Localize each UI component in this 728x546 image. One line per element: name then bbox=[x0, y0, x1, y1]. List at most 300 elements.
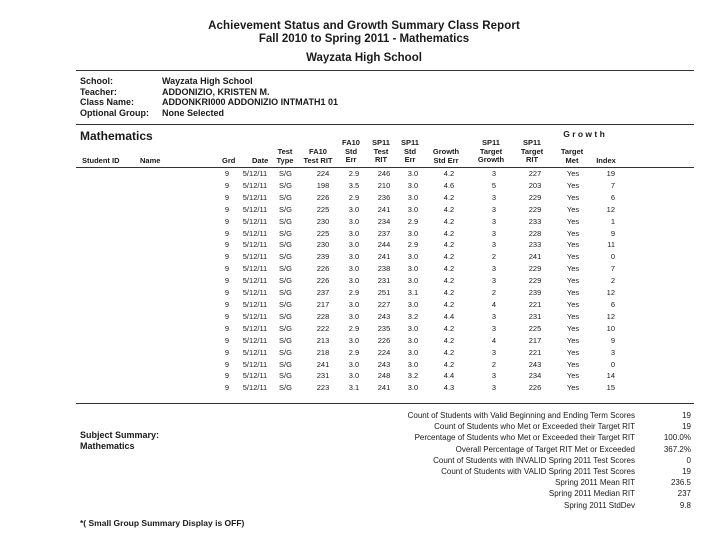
cell-target-growth: 4 bbox=[491, 299, 497, 309]
cell-target-rit: 229 bbox=[528, 276, 542, 286]
info-label: Class Name: bbox=[80, 97, 135, 107]
summary-stats bbox=[260, 410, 720, 511]
cell-test-type: S/G bbox=[279, 252, 292, 262]
cell-fa10-err: 3.0 bbox=[348, 264, 360, 274]
cell-target-met: Yes bbox=[566, 228, 580, 238]
summary-row bbox=[260, 466, 720, 477]
header-name: Name bbox=[140, 156, 161, 165]
summary-value: 367.2% bbox=[663, 444, 691, 454]
cell-target-growth: 3 bbox=[491, 228, 497, 238]
cell-target-growth: 3 bbox=[491, 204, 497, 214]
cell-sp11-err: 3.0 bbox=[407, 347, 419, 357]
cell-fa10-err: 3.0 bbox=[348, 299, 360, 309]
cell-fa10-rit: 226 bbox=[316, 192, 330, 202]
cell-sp11-err: 3.0 bbox=[407, 299, 419, 309]
cell-index: 12 bbox=[606, 288, 615, 298]
subject-title: Mathematics bbox=[80, 129, 153, 143]
cell-sp11-rit: 246 bbox=[377, 169, 391, 178]
cell-sp11-err: 3.0 bbox=[407, 359, 419, 369]
cell-sp11-rit: 227 bbox=[377, 299, 391, 309]
info-row-school bbox=[80, 76, 338, 87]
table-row bbox=[220, 311, 615, 323]
cell-target-rit: 203 bbox=[528, 180, 542, 190]
header-date: Date bbox=[252, 156, 269, 165]
table-row bbox=[220, 216, 615, 228]
cell-target-rit: 231 bbox=[528, 311, 542, 321]
subject-summary-subject: Mathematics bbox=[80, 441, 135, 451]
footer-note: *( Small Group Summary Display is OFF) bbox=[80, 518, 245, 528]
summary-label: Count of Students with INVALID Spring 2011 Test Scores bbox=[433, 455, 635, 465]
cell-target-rit: 229 bbox=[528, 192, 542, 202]
cell-fa10-err: 3.0 bbox=[348, 204, 360, 214]
cell-fa10-rit: 228 bbox=[316, 311, 330, 321]
cell-fa10-rit: 237 bbox=[316, 288, 330, 298]
header-fa10-rit: FA10 Test RIT bbox=[303, 147, 333, 165]
cell-target-met: Yes bbox=[566, 288, 580, 298]
cell-growth-err: 4.6 bbox=[443, 180, 455, 190]
cell-sp11-err: 3.2 bbox=[407, 311, 419, 321]
cell-test-type: S/G bbox=[279, 347, 292, 357]
cell-sp11-rit: 241 bbox=[377, 252, 391, 262]
table-row bbox=[220, 287, 615, 299]
cell-grd: 9 bbox=[224, 252, 230, 262]
info-label: Optional Group: bbox=[80, 107, 149, 118]
cell-sp11-rit: 238 bbox=[377, 264, 391, 274]
cell-index: 1 bbox=[610, 216, 615, 226]
cell-sp11-err: 3.0 bbox=[407, 180, 419, 190]
cell-target-rit: 241 bbox=[528, 252, 542, 262]
cell-target-growth: 3 bbox=[491, 276, 497, 286]
summary-value: 100.0% bbox=[663, 433, 691, 443]
cell-test-type: S/G bbox=[279, 335, 292, 345]
header-divider bbox=[76, 70, 694, 71]
cell-sp11-rit: 241 bbox=[377, 383, 391, 393]
cell-growth-err: 4.2 bbox=[443, 335, 455, 345]
cell-fa10-rit: 225 bbox=[316, 204, 330, 214]
summary-row bbox=[260, 421, 720, 432]
cell-sp11-rit: 243 bbox=[377, 311, 391, 321]
cell-date: 5/12/11 bbox=[242, 264, 268, 274]
summary-value: 237 bbox=[677, 489, 691, 499]
cell-fa10-err: 2.9 bbox=[348, 288, 360, 298]
cell-sp11-rit: 226 bbox=[377, 335, 391, 345]
summary-label: Overall Percentage of Target RIT Met or Exceeded bbox=[455, 444, 635, 454]
cell-target-met: Yes bbox=[566, 252, 580, 262]
cell-fa10-rit: 230 bbox=[316, 216, 330, 226]
cell-target-met: Yes bbox=[566, 240, 580, 250]
summary-label: Percentage of Students who Met or Exceeded their Target RIT bbox=[414, 433, 635, 443]
cell-sp11-err: 3.0 bbox=[407, 383, 419, 393]
cell-target-met: Yes bbox=[566, 204, 580, 214]
summary-value: 236.5 bbox=[670, 478, 691, 488]
header-grd: Grd bbox=[222, 156, 236, 165]
cell-index: 0 bbox=[610, 359, 615, 369]
summary-row bbox=[260, 432, 720, 443]
cell-growth-err: 4.2 bbox=[443, 323, 455, 333]
report-title: Achievement Status and Growth Summary Class Report bbox=[208, 20, 520, 32]
header-student-id: Student ID bbox=[82, 156, 120, 165]
report-title-block bbox=[0, 20, 728, 65]
cell-fa10-rit: 213 bbox=[316, 335, 330, 345]
cell-fa10-rit: 222 bbox=[316, 323, 330, 333]
subject-summary-heading: Subject Summary: bbox=[80, 430, 160, 440]
cell-sp11-err: 3.1 bbox=[407, 288, 419, 298]
cell-fa10-rit: 230 bbox=[316, 240, 330, 250]
summary-row bbox=[260, 444, 720, 455]
cell-target-met: Yes bbox=[566, 323, 580, 333]
info-label: School: bbox=[80, 76, 113, 86]
summary-label: Count of Students who Met or Exceeded their Target RIT bbox=[434, 422, 635, 432]
cell-sp11-err: 3.0 bbox=[407, 335, 419, 345]
cell-date: 5/12/11 bbox=[242, 383, 268, 393]
table-row bbox=[220, 323, 615, 335]
cell-date: 5/12/11 bbox=[242, 359, 268, 369]
cell-target-rit: 234 bbox=[528, 371, 542, 381]
cell-date: 5/12/11 bbox=[242, 204, 268, 214]
cell-index: 9 bbox=[610, 228, 615, 238]
cell-target-met: Yes bbox=[566, 216, 580, 226]
info-label: Teacher: bbox=[80, 86, 117, 97]
cell-index: 6 bbox=[610, 299, 615, 309]
cell-fa10-err: 3.0 bbox=[348, 252, 360, 262]
cell-target-rit: 229 bbox=[528, 204, 542, 214]
cell-test-type: S/G bbox=[279, 288, 292, 298]
cell-target-growth: 4 bbox=[491, 335, 497, 345]
table-row bbox=[220, 204, 615, 216]
summary-label: Spring 2011 Mean RIT bbox=[555, 478, 635, 488]
cell-sp11-err: 3.0 bbox=[407, 264, 419, 274]
cell-target-rit: 217 bbox=[528, 335, 542, 345]
cell-growth-err: 4.2 bbox=[443, 299, 455, 309]
cell-fa10-rit: 239 bbox=[316, 252, 330, 262]
cell-grd: 9 bbox=[224, 347, 230, 357]
cell-target-met: Yes bbox=[566, 311, 580, 321]
table-row bbox=[220, 275, 615, 287]
cell-target-rit: 229 bbox=[528, 264, 542, 274]
cell-test-type: S/G bbox=[279, 276, 292, 286]
cell-target-met: Yes bbox=[566, 192, 580, 202]
subject-summary-label bbox=[80, 430, 159, 452]
header-test-type: Test Type bbox=[276, 147, 294, 165]
cell-growth-err: 4.2 bbox=[443, 204, 455, 214]
cell-test-type: S/G bbox=[279, 192, 292, 202]
info-row-class-name bbox=[80, 97, 338, 108]
summary-label: Spring 2011 Median RIT bbox=[548, 489, 635, 499]
cell-target-rit: 226 bbox=[528, 383, 542, 393]
info-value: None Selected bbox=[162, 107, 225, 118]
cell-fa10-err: 2.9 bbox=[348, 192, 360, 202]
cell-index: 3 bbox=[610, 347, 615, 357]
cell-fa10-err: 3.0 bbox=[348, 335, 360, 345]
cell-fa10-rit: 241 bbox=[316, 359, 330, 369]
cell-date: 5/12/11 bbox=[242, 252, 268, 262]
table-row bbox=[220, 192, 615, 204]
cell-test-type: S/G bbox=[279, 216, 292, 226]
cell-fa10-err: 3.0 bbox=[348, 276, 360, 286]
cell-date: 5/12/11 bbox=[242, 299, 268, 309]
cell-index: 12 bbox=[606, 311, 615, 321]
cell-sp11-err: 3.0 bbox=[407, 192, 419, 202]
cell-date: 5/12/11 bbox=[242, 169, 268, 178]
cell-test-type: S/G bbox=[279, 228, 292, 238]
cell-target-rit: 221 bbox=[528, 347, 542, 357]
cell-sp11-rit: 243 bbox=[377, 359, 391, 369]
report-period: Fall 2010 to Spring 2011 - Mathematics bbox=[258, 33, 470, 45]
cell-date: 5/12/11 bbox=[242, 288, 268, 298]
cell-index: 19 bbox=[606, 169, 615, 178]
table-row bbox=[220, 299, 615, 311]
cell-grd: 9 bbox=[224, 323, 230, 333]
cell-growth-err: 4.3 bbox=[443, 383, 455, 393]
cell-target-growth: 2 bbox=[491, 252, 497, 262]
cell-index: 15 bbox=[606, 383, 615, 393]
cell-target-rit: 227 bbox=[528, 169, 542, 178]
cell-growth-err: 4.2 bbox=[443, 359, 455, 369]
cell-target-growth: 3 bbox=[491, 240, 497, 250]
cell-fa10-rit: 226 bbox=[316, 276, 330, 286]
cell-fa10-err: 3.0 bbox=[348, 216, 360, 226]
cell-grd: 9 bbox=[224, 204, 230, 214]
cell-fa10-err: 3.0 bbox=[348, 228, 360, 238]
cell-fa10-rit: 223 bbox=[316, 383, 330, 393]
cell-sp11-rit: 231 bbox=[377, 276, 391, 286]
cell-fa10-err: 3.0 bbox=[348, 359, 360, 369]
cell-test-type: S/G bbox=[279, 299, 292, 309]
cell-test-type: S/G bbox=[279, 264, 292, 274]
cell-date: 5/12/11 bbox=[242, 216, 268, 226]
cell-date: 5/12/11 bbox=[242, 323, 268, 333]
cell-grd: 9 bbox=[224, 240, 230, 250]
cell-index: 11 bbox=[607, 240, 615, 250]
table-row bbox=[220, 228, 615, 240]
cell-date: 5/12/11 bbox=[242, 180, 268, 190]
table-row bbox=[220, 263, 615, 275]
cell-target-met: Yes bbox=[566, 371, 580, 381]
cell-target-growth: 5 bbox=[491, 180, 497, 190]
cell-date: 5/12/11 bbox=[242, 240, 268, 250]
cell-date: 5/12/11 bbox=[242, 228, 268, 238]
cell-date: 5/12/11 bbox=[242, 192, 268, 202]
table-row bbox=[220, 370, 615, 382]
cell-growth-err: 4.2 bbox=[443, 276, 455, 286]
cell-fa10-err: 3.0 bbox=[348, 240, 360, 250]
table-row bbox=[220, 251, 615, 263]
cell-target-met: Yes bbox=[566, 383, 580, 393]
cell-fa10-rit: 217 bbox=[316, 299, 330, 309]
cell-sp11-err: 2.9 bbox=[407, 240, 419, 250]
summary-label: Count of Students with Valid Beginning and Ending Term Scores bbox=[407, 411, 635, 420]
cell-growth-err: 4.2 bbox=[443, 192, 455, 202]
cell-test-type: S/G bbox=[279, 169, 292, 178]
cell-target-met: Yes bbox=[566, 335, 580, 345]
cell-fa10-rit: 198 bbox=[316, 180, 330, 190]
cell-sp11-rit: 235 bbox=[377, 323, 391, 333]
table-row bbox=[220, 168, 615, 180]
cell-sp11-err: 3.2 bbox=[407, 371, 419, 381]
cell-sp11-rit: 234 bbox=[377, 216, 391, 226]
table-row bbox=[220, 359, 615, 371]
summary-row bbox=[260, 488, 720, 499]
cell-target-growth: 3 bbox=[491, 264, 497, 274]
cell-target-growth: 2 bbox=[491, 288, 497, 298]
cell-sp11-rit: 210 bbox=[377, 180, 391, 190]
cell-target-rit: 225 bbox=[528, 323, 542, 333]
cell-target-met: Yes bbox=[566, 180, 580, 190]
cell-date: 5/12/11 bbox=[242, 335, 268, 345]
cell-test-type: S/G bbox=[279, 311, 292, 321]
cell-target-met: Yes bbox=[566, 169, 580, 178]
cell-fa10-err: 3.1 bbox=[348, 383, 360, 393]
table-row bbox=[220, 335, 615, 347]
cell-target-met: Yes bbox=[566, 359, 580, 369]
cell-growth-err: 4.2 bbox=[443, 216, 455, 226]
cell-sp11-rit: 224 bbox=[377, 347, 391, 357]
cell-fa10-rit: 218 bbox=[316, 347, 330, 357]
cell-fa10-rit: 226 bbox=[316, 264, 330, 274]
cell-target-rit: 243 bbox=[528, 359, 542, 369]
cell-sp11-err: 3.0 bbox=[407, 228, 419, 238]
info-value: ADDONKRI000 ADDONIZIO INTMATH1 01 bbox=[162, 97, 339, 107]
cell-test-type: S/G bbox=[279, 240, 292, 250]
cell-target-growth: 3 bbox=[491, 169, 497, 178]
header-growth-group: G r o w t h bbox=[563, 129, 605, 139]
cell-sp11-err: 3.0 bbox=[407, 252, 419, 262]
header-growth-err: Growth Std Err bbox=[432, 147, 460, 165]
cell-grd: 9 bbox=[224, 228, 230, 238]
header-fa10-err: FA10 Std Err bbox=[342, 138, 360, 164]
table-row bbox=[220, 239, 615, 251]
cell-grd: 9 bbox=[224, 299, 230, 309]
cell-grd: 9 bbox=[224, 288, 230, 298]
cell-sp11-rit: 241 bbox=[377, 204, 391, 214]
cell-growth-err: 4.2 bbox=[443, 288, 455, 298]
summary-label: Spring 2011 StdDev bbox=[563, 500, 635, 510]
cell-growth-err: 4.4 bbox=[443, 311, 455, 321]
cell-sp11-rit: 237 bbox=[377, 228, 391, 238]
header-target-met: Target Met bbox=[560, 147, 584, 165]
cell-target-met: Yes bbox=[566, 264, 580, 274]
info-divider bbox=[76, 124, 694, 125]
cell-growth-err: 4.2 bbox=[443, 240, 455, 250]
summary-row bbox=[260, 477, 720, 488]
cell-target-growth: 3 bbox=[491, 383, 497, 393]
cell-grd: 9 bbox=[224, 192, 230, 202]
cell-sp11-err: 3.0 bbox=[407, 276, 419, 286]
header-target-rit: SP11 Target RIT bbox=[520, 138, 544, 164]
header-target-growth: SP11 Target Growth bbox=[477, 138, 505, 164]
cell-grd: 9 bbox=[224, 276, 230, 286]
cell-growth-err: 4.2 bbox=[443, 252, 455, 262]
cell-target-growth: 3 bbox=[491, 192, 497, 202]
cell-date: 5/12/11 bbox=[242, 276, 268, 286]
cell-target-met: Yes bbox=[566, 276, 580, 286]
cell-fa10-err: 2.9 bbox=[348, 169, 360, 178]
cell-fa10-err: 2.9 bbox=[348, 323, 360, 333]
cell-grd: 9 bbox=[224, 383, 230, 393]
cell-sp11-rit: 236 bbox=[377, 192, 391, 202]
cell-date: 5/12/11 bbox=[242, 347, 268, 357]
cell-growth-err: 4.2 bbox=[443, 228, 455, 238]
cell-fa10-err: 3.0 bbox=[348, 371, 360, 381]
table-bottom-divider bbox=[76, 403, 694, 404]
cell-growth-err: 4.2 bbox=[443, 347, 455, 357]
info-value: Wayzata High School bbox=[162, 76, 253, 86]
info-value: ADDONIZIO, KRISTEN M. bbox=[162, 86, 270, 97]
cell-index: 10 bbox=[606, 323, 615, 333]
cell-target-rit: 228 bbox=[528, 228, 542, 238]
cell-test-type: S/G bbox=[279, 371, 292, 381]
cell-target-rit: 221 bbox=[528, 299, 542, 309]
cell-fa10-err: 3.5 bbox=[348, 180, 360, 190]
cell-index: 6 bbox=[610, 192, 615, 202]
info-row-optional-group bbox=[80, 108, 338, 119]
cell-date: 5/12/11 bbox=[242, 371, 268, 381]
cell-sp11-err: 2.9 bbox=[407, 216, 419, 226]
cell-target-growth: 2 bbox=[491, 359, 497, 369]
report-school-heading: Wayzata High School bbox=[306, 52, 422, 64]
cell-grd: 9 bbox=[224, 335, 230, 345]
cell-fa10-rit: 224 bbox=[316, 169, 330, 178]
cell-index: 7 bbox=[610, 264, 615, 274]
header-sp11-rit: SP11 Test RIT bbox=[372, 138, 390, 164]
cell-grd: 9 bbox=[224, 180, 230, 190]
cell-test-type: S/G bbox=[279, 180, 292, 190]
cell-grd: 9 bbox=[224, 371, 230, 381]
cell-sp11-err: 3.0 bbox=[407, 204, 419, 214]
summary-value: 9.8 bbox=[679, 500, 691, 510]
cell-index: 9 bbox=[610, 335, 615, 345]
cell-target-growth: 3 bbox=[491, 311, 497, 321]
summary-row bbox=[260, 500, 720, 511]
cell-target-growth: 3 bbox=[491, 323, 497, 333]
summary-value: 19 bbox=[682, 467, 691, 477]
table-row bbox=[220, 382, 615, 394]
table-row bbox=[220, 180, 615, 192]
summary-row bbox=[260, 410, 720, 421]
cell-sp11-err: 3.0 bbox=[407, 169, 419, 178]
table-row bbox=[220, 347, 615, 359]
cell-test-type: S/G bbox=[279, 383, 292, 393]
cell-sp11-rit: 244 bbox=[377, 240, 391, 250]
cell-growth-err: 4.4 bbox=[443, 371, 455, 381]
cell-sp11-rit: 251 bbox=[377, 288, 391, 298]
cell-index: 7 bbox=[610, 180, 615, 190]
summary-value: 19 bbox=[682, 422, 691, 432]
cell-grd: 9 bbox=[224, 216, 230, 226]
cell-sp11-err: 3.0 bbox=[407, 323, 419, 333]
cell-target-met: Yes bbox=[566, 299, 580, 309]
cell-test-type: S/G bbox=[279, 323, 292, 333]
info-row-teacher bbox=[80, 87, 338, 98]
cell-target-growth: 3 bbox=[491, 216, 497, 226]
cell-grd: 9 bbox=[224, 311, 230, 321]
cell-target-growth: 3 bbox=[491, 347, 497, 357]
cell-growth-err: 4.2 bbox=[443, 264, 455, 274]
cell-growth-err: 4.2 bbox=[443, 169, 455, 178]
cell-fa10-err: 3.0 bbox=[348, 311, 360, 321]
summary-value: 19 bbox=[682, 411, 691, 420]
summary-label: Count of Students with VALID Spring 2011 Test Scores bbox=[441, 467, 635, 477]
cell-fa10-rit: 231 bbox=[316, 371, 330, 381]
cell-target-rit: 239 bbox=[528, 288, 542, 298]
cell-target-rit: 233 bbox=[528, 216, 542, 226]
cell-target-met: Yes bbox=[566, 347, 580, 357]
cell-index: 14 bbox=[606, 371, 615, 381]
cell-grd: 9 bbox=[224, 264, 230, 274]
summary-row bbox=[260, 455, 720, 466]
summary-value: 0 bbox=[686, 455, 691, 465]
cell-index: 12 bbox=[606, 204, 615, 214]
